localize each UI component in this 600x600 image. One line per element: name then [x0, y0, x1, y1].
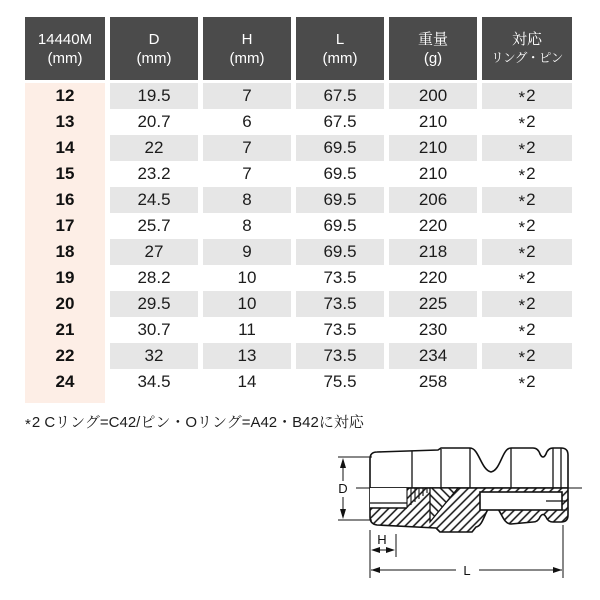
table-row: [25, 187, 572, 213]
cell-l: 73.5: [323, 268, 357, 287]
asterisk-mark: *: [518, 244, 526, 264]
square-drive-section: [480, 492, 567, 510]
cell-size: 15: [25, 161, 105, 187]
cell-ring: * 2: [482, 83, 572, 109]
cell-d: 24.5: [110, 187, 198, 213]
asterisk-mark: *: [518, 270, 526, 290]
cell-ring: * 2: [518, 112, 536, 134]
column-header-ring: 対応 リング・ピン: [482, 17, 572, 80]
asterisk-mark: *: [518, 114, 526, 134]
dim-label-h: H: [377, 532, 387, 547]
cell-l: 73.5: [296, 343, 384, 369]
table-row: [25, 161, 572, 187]
cell-size: 12: [25, 83, 105, 109]
asterisk-mark: *: [518, 322, 526, 342]
size-column-tail: [25, 395, 105, 403]
cell-d: 29.5: [110, 291, 198, 317]
asterisk-mark: *: [518, 348, 526, 368]
column-header-size: 14440M (mm): [25, 17, 105, 80]
cell-weight: 210: [389, 135, 477, 161]
cell-ring: * 2: [482, 239, 572, 265]
column-header-l: L (mm): [296, 17, 384, 80]
cell-h: 9: [203, 239, 291, 265]
cell-d: 20.7: [137, 112, 171, 131]
cell-h: 6: [242, 112, 252, 131]
cell-h: 8: [203, 187, 291, 213]
cell-weight: 234: [389, 343, 477, 369]
asterisk-mark: *: [518, 218, 526, 238]
cell-d: 34.5: [137, 372, 171, 391]
cell-weight: 206: [389, 187, 477, 213]
table-header-row: [25, 17, 572, 80]
cell-size: 20: [25, 291, 105, 317]
cell-l: 67.5: [296, 83, 384, 109]
socket-profile-upper: [370, 448, 568, 488]
cell-ring: * 2: [518, 372, 536, 394]
cell-ring: * 2: [482, 343, 572, 369]
cell-h: 10: [203, 291, 291, 317]
asterisk-mark: *: [518, 166, 526, 186]
cell-ring: * 2: [482, 291, 572, 317]
table-row: [25, 317, 572, 343]
cell-size: 16: [25, 187, 105, 213]
dim-label-l: L: [463, 563, 471, 578]
cell-l: 69.5: [296, 135, 384, 161]
table-row: [25, 83, 572, 109]
cell-ring: * 2: [482, 187, 572, 213]
asterisk-mark: *: [518, 140, 526, 160]
spec-table: [25, 17, 572, 403]
cell-h: 10: [237, 268, 257, 287]
cell-l: 69.5: [323, 164, 357, 183]
cell-d: 19.5: [110, 83, 198, 109]
asterisk-mark: *: [518, 88, 526, 108]
asterisk-mark: *: [25, 415, 31, 433]
cell-h: 7: [203, 83, 291, 109]
cell-ring: * 2: [518, 320, 536, 342]
cell-l: 73.5: [296, 291, 384, 317]
cell-h: 7: [203, 135, 291, 161]
cell-h: 14: [237, 372, 257, 391]
asterisk-mark: *: [518, 192, 526, 212]
table-row: [25, 135, 572, 161]
cell-size: 19: [25, 265, 105, 291]
cell-ring: * 2: [518, 268, 536, 290]
cell-d: 30.7: [137, 320, 171, 339]
cell-l: 69.5: [296, 239, 384, 265]
cell-h: 8: [242, 216, 252, 235]
cell-l: 69.5: [296, 187, 384, 213]
cell-weight: 230: [418, 320, 448, 339]
cell-l: 69.5: [323, 216, 357, 235]
cell-ring: * 2: [518, 164, 536, 186]
dim-label-d: D: [338, 481, 348, 496]
cell-l: 73.5: [323, 320, 357, 339]
cell-weight: 220: [418, 268, 448, 287]
cell-ring: * 2: [482, 135, 572, 161]
cell-l: 75.5: [323, 372, 357, 391]
table-row: [25, 343, 572, 369]
footnote: *2 Cリング=C42/ピン・Oリング=A42・B42に対応: [25, 414, 364, 433]
table-row: [25, 291, 572, 317]
cell-weight: 258: [418, 372, 448, 391]
cell-l: 67.5: [323, 112, 357, 131]
asterisk-mark: *: [518, 374, 526, 394]
cell-d: 25.7: [137, 216, 171, 235]
cell-d: 23.2: [137, 164, 171, 183]
column-header-d: D (mm): [110, 17, 198, 80]
cell-weight: 218: [389, 239, 477, 265]
cell-size: 18: [25, 239, 105, 265]
table-body: [25, 83, 572, 395]
cell-weight: 210: [418, 164, 448, 183]
cell-h: 11: [238, 320, 256, 339]
column-header-weight: 重量 (g): [389, 17, 477, 80]
table-row: [25, 265, 572, 291]
table-row: [25, 239, 572, 265]
cell-h: 7: [242, 164, 252, 183]
cell-d: 32: [110, 343, 198, 369]
table-row: [25, 109, 572, 135]
cell-size: 13: [25, 109, 105, 135]
cell-d: 27: [110, 239, 198, 265]
cell-size: 14: [25, 135, 105, 161]
cell-h: 13: [203, 343, 291, 369]
table-row: [25, 213, 572, 239]
cell-weight: 200: [389, 83, 477, 109]
cell-d: 22: [110, 135, 198, 161]
socket-diagram: [330, 430, 600, 600]
cell-size: 22: [25, 343, 105, 369]
cell-weight: 210: [418, 112, 448, 131]
cell-weight: 220: [418, 216, 448, 235]
table-row: [25, 369, 572, 395]
cell-size: 21: [25, 317, 105, 343]
asterisk-mark: *: [518, 296, 526, 316]
cell-d: 28.2: [137, 268, 171, 287]
cell-ring: * 2: [518, 216, 536, 238]
cell-weight: 225: [389, 291, 477, 317]
cell-size: 24: [25, 369, 105, 395]
cell-size: 17: [25, 213, 105, 239]
column-header-h: H (mm): [203, 17, 291, 80]
